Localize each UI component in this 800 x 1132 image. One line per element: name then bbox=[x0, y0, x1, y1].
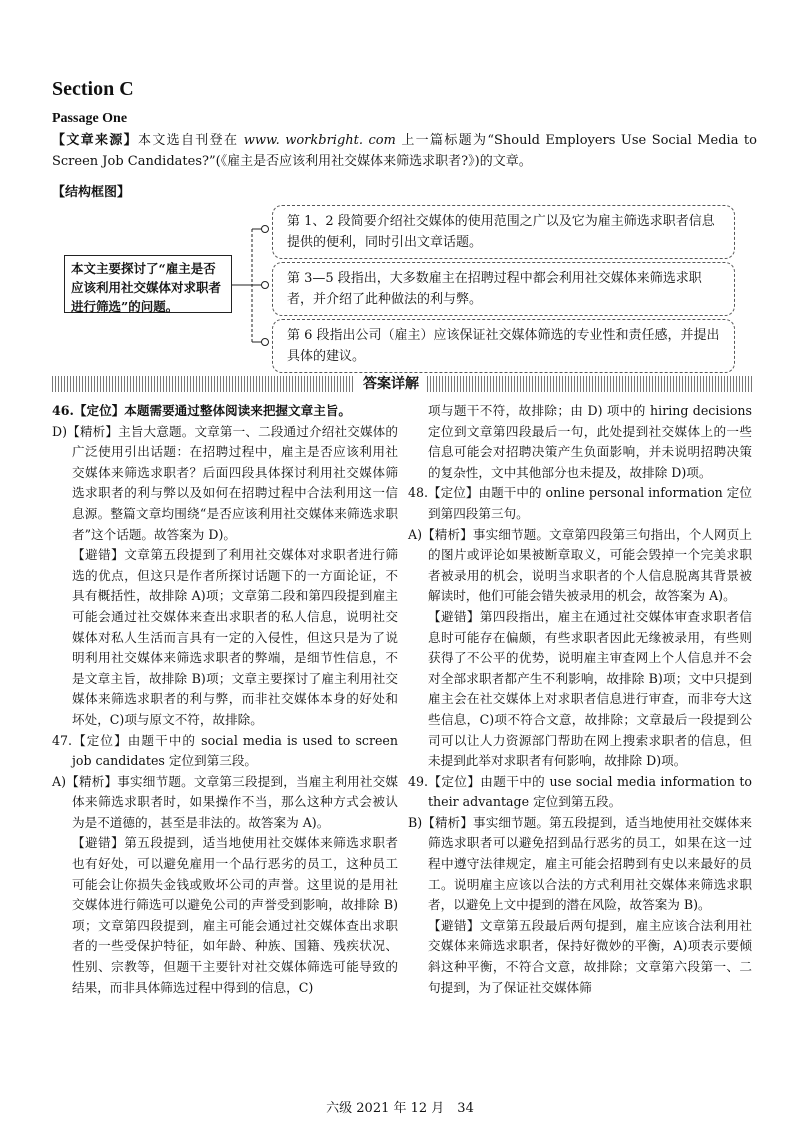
q46-answer: D)【精析】主旨大意题。文章第一、二段通过介绍社交媒体的广泛使用引出话题：在招聘过程中，雇主是否应该利用社交媒体来筛选求职者？后面四段具体探讨利用社交媒体筛选求职者的利与弊以及如何在招聘过程中合法利用这一信息源。整篇文章均围绕“是否应该利用社交媒体来筛选求职者”这个话题。故答案为 D)。 bbox=[52, 423, 398, 542]
source-post: 上一篇标题为“Should Employers Use Social Media to Screen Job Candidates?”(《雇主是否应该利用社交媒体来筛选求职者?》)的文章。 bbox=[52, 133, 757, 169]
q49-locate: 49.【定位】由题干中的 use social media information to their advantage 定位到第五段。 bbox=[408, 773, 752, 810]
structure-box-1: 第 1、2 段简要介绍社交媒体的使用范围之广以及它为雇主筛选求职者信息提供的便利，同时引出文章话题。 bbox=[272, 205, 735, 259]
right-column bbox=[408, 401, 752, 998]
source-site: www. workbright. com bbox=[243, 133, 396, 148]
source-pre: 本文选自刊登在 bbox=[137, 133, 244, 148]
q48-answer: A)【精析】事实细节题。文章第四段第三句指出，个人网页上的图片或评论如果被断章取义，可能会毁掉一个完美求职者被录用的机会，说明当求职者的个人信息脱离其背景被解读时，他们可能会错失被录用的机会，故答案为 A)。 bbox=[408, 526, 752, 604]
q49-avoid: 【避错】文章第五段最后两句提到，雇主应该合法利用社交媒体来筛选求职者，保持好微妙的平衡，A)项表示要倾斜这种平衡，不符合文意，故排除；文章第六段第一、二句提到，为了保证社交媒体筛 bbox=[428, 917, 752, 995]
structure-box-2: 第 3—5 段指出，大多数雇主在招聘过程中都会利用社交媒体来筛选求职者，并介绍了此种做法的利与弊。 bbox=[272, 262, 735, 316]
source-label: 【文章来源】 bbox=[52, 133, 138, 148]
structure-box-3: 第 6 段指出公司（雇主）应该保证社交媒体筛选的专业性和责任感，并提出具体的建议。 bbox=[272, 319, 735, 373]
passage-title: Passage One bbox=[52, 111, 128, 126]
q47-locate: 47.【定位】由题干中的 social media is used to screen job candidates 定位到第三段。 bbox=[52, 732, 398, 769]
page-footer: 六级 2021 年 12 月 34 bbox=[326, 1101, 474, 1116]
left-column bbox=[52, 401, 398, 998]
q48-avoid: 【避错】第四段指出，雇主在通过社交媒体审查求职者信息时可能存在偏颇，有些求职者因此无缘被录用，有些则获得了不公平的优势，说明雇主审查网上个人信息并不会对全部求职者都产生不利影响，故排除 B)项；文中只提到雇主会在社交媒体上对求职者信息进行审查，而非夸大这些信息，C)项不符合文意，故排除；文章最后一段提到公司可以让人力资源部门帮助在网上搜索求职者的信息，但未提到此举对求职者有何影响，故排除 D)项。 bbox=[428, 608, 752, 769]
answer-banner-title: 答案详解 bbox=[355, 373, 427, 393]
structure-label: 【结构框图】 bbox=[52, 185, 131, 200]
q47-answer: A)【精析】事实细节题。文章第三段提到，当雇主利用社交媒体来筛选求职者时，如果操作不当，那么这种方式会被认为是不道德的，甚至是非法的。故答案为 A)。 bbox=[52, 773, 398, 830]
q46-locate: 46.【定位】本题需要通过整体阅读来把握文章主旨。 bbox=[52, 403, 351, 418]
q49-answer: B)【精析】事实细节题。第五段提到，适当地使用社交媒体来筛选求职者可以避免招到品行恶劣的员工，如果在这一过程中遵守法律规定，雇主可能会招聘到有史以来最好的员工。说明雇主应该以合法的方式利用社交媒体来筛选求职者，以避免上文中提到的潜在风险，故答案为 B)。 bbox=[408, 814, 752, 913]
q46-avoid: 【避错】文章第五段提到了利用社交媒体对求职者进行筛选的优点，但这只是作者所探讨话题下的一方面论证，不具有概括性，故排除 A)项；文章第二段和第四段提到雇主可能会通过社交媒体来查出求职者的私人信息，说明社交媒体对私人生活而言具有一定的入侵性，但这只是为了说明利用社交媒体来筛选求职者的弊端，是细节性信息，不是文章主旨，故排除 B)项；文章主要探讨了雇主利用社交媒体来筛选求职者的利与弊，而非社交媒体本身的好处和坏处，C)项与原文不符，故排除。 bbox=[72, 547, 398, 727]
q47-avoid: 【避错】第五段提到，适当地使用社交媒体来筛选求职者也有好处，可以避免雇用一个品行恶劣的员工，这种员工可能会让你损失金钱或败坏公司的声誉。这里说的是用社交媒体进行筛选可以避免公司的声誉受到影响，故排除 B)项；文章第四段提到，雇主可能会通过社交媒体查出求职者的一些受保护特征，如年龄、种族、国籍、残疾状况、性别、宗教等，但题干主要针对社交媒体筛选可能导致的结果，而非具体筛选过程中得到的信息，C) bbox=[72, 835, 398, 995]
structure-main-box: 本文主要探讨了“雇主是否应该利用社交媒体对求职者进行筛选”的问题。 bbox=[64, 255, 232, 313]
section-title: Section C bbox=[52, 78, 134, 100]
q47-continued: 项与题干不符，故排除；由 D) 项中的 hiring decisions 定位到文章第四段最后一句，此处提到社交媒体上的一些信息可能会对招聘决策产生负面影响，并未说明招聘决策的复杂性，文中其他部分也未提及，故排除 D)项。 bbox=[428, 403, 752, 480]
q48-locate: 48.【定位】由题干中的 online personal information 定位到第四段第三句。 bbox=[408, 485, 752, 521]
